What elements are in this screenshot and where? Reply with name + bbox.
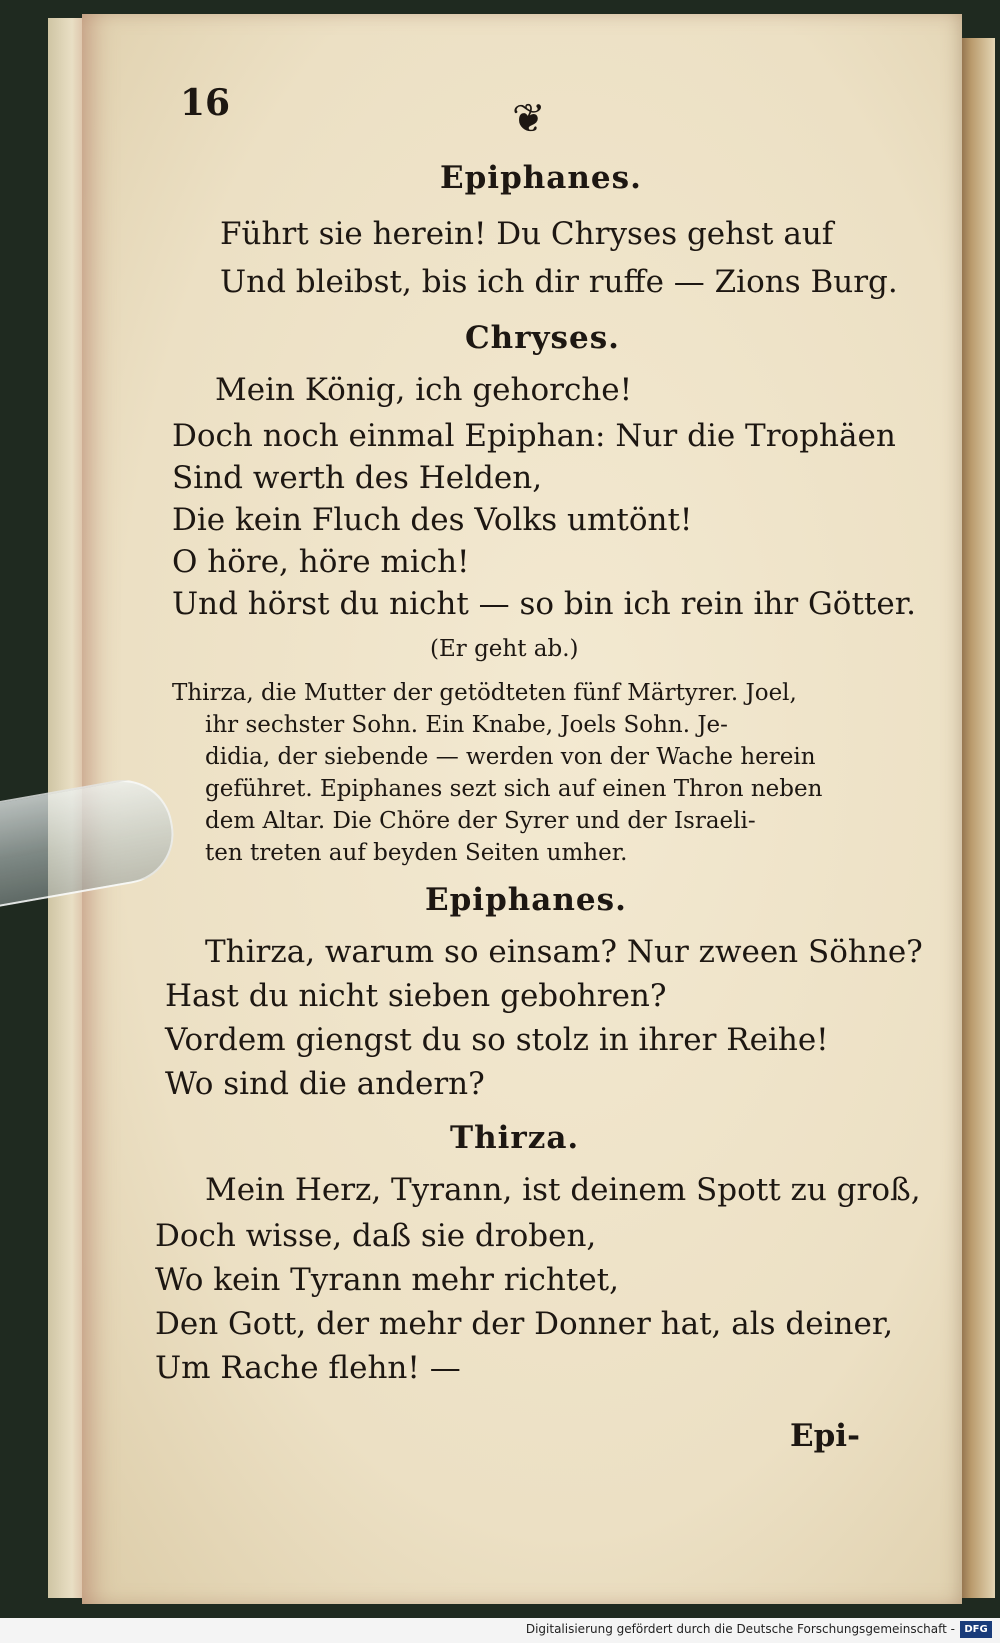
page-number: 16 [180,82,231,124]
footer-bar [0,1618,1000,1643]
verse-line: Und bleibst, bis ich dir ruffe — Zions Burg. [220,264,898,300]
verse-line: Um Rache flehn! — [155,1350,461,1386]
stage-direction-line: ihr sechster Sohn. Ein Knabe, Joels Sohn. Je- [205,712,728,738]
stage-direction-line: dem Altar. Die Chöre der Syrer und der Israeli- [205,808,756,834]
verse-line: Hast du nicht sieben gebohren? [165,978,667,1014]
stage-direction: (Er geht ab.) [430,636,579,662]
stage-direction-line: Thirza, die Mutter der getödteten fünf Märtyrer. Joel, [172,680,797,706]
verse-line: Die kein Fluch des Volks umtönt! [172,502,693,538]
ornament-icon: ❦ [512,96,546,142]
speaker-name: Epiphanes. [425,882,627,918]
verse-line: Sind werth des Helden, [172,460,543,496]
dfg-logo: DFG [960,1621,992,1638]
verse-line: Thirza, warum so einsam? Nur zween Söhne? [205,934,923,970]
verse-line: Vordem giengst du so stolz in ihrer Reihe! [165,1022,829,1058]
verse-line: Wo sind die andern? [165,1066,485,1102]
stage-direction-line: geführet. Epiphanes sezt sich auf einen Thron neben [205,776,823,802]
speaker-name: Chryses. [465,320,620,356]
verse-line: Mein König, ich gehorche! [215,372,633,408]
catchword: Epi- [790,1418,860,1454]
speaker-name: Thirza. [450,1120,580,1156]
verse-line: Doch noch einmal Epiphan: Nur die Trophäen [172,418,896,454]
verse-line: Führt sie herein! Du Chryses gehst auf [220,216,834,252]
verse-line: O höre, höre mich! [172,544,470,580]
funding-notice: Digitalisierung gefördert durch die Deutsche Forschungsgemeinschaft - [525,1622,955,1636]
verse-line: Mein Herz, Tyrann, ist deinem Spott zu groß, [205,1172,921,1208]
stage-direction-line: ten treten auf beyden Seiten umher. [205,840,628,866]
speaker-name: Epiphanes. [440,160,642,196]
stage-direction-line: didia, der siebende — werden von der Wache herein [205,744,816,770]
verse-line: Und hörst du nicht — so bin ich rein ihr Götter. [172,586,916,622]
verse-line: Wo kein Tyrann mehr richtet, [155,1262,619,1298]
verse-line: Den Gott, der mehr der Donner hat, als deiner, [155,1306,894,1342]
verse-line: Doch wisse, daß sie droben, [155,1218,597,1254]
